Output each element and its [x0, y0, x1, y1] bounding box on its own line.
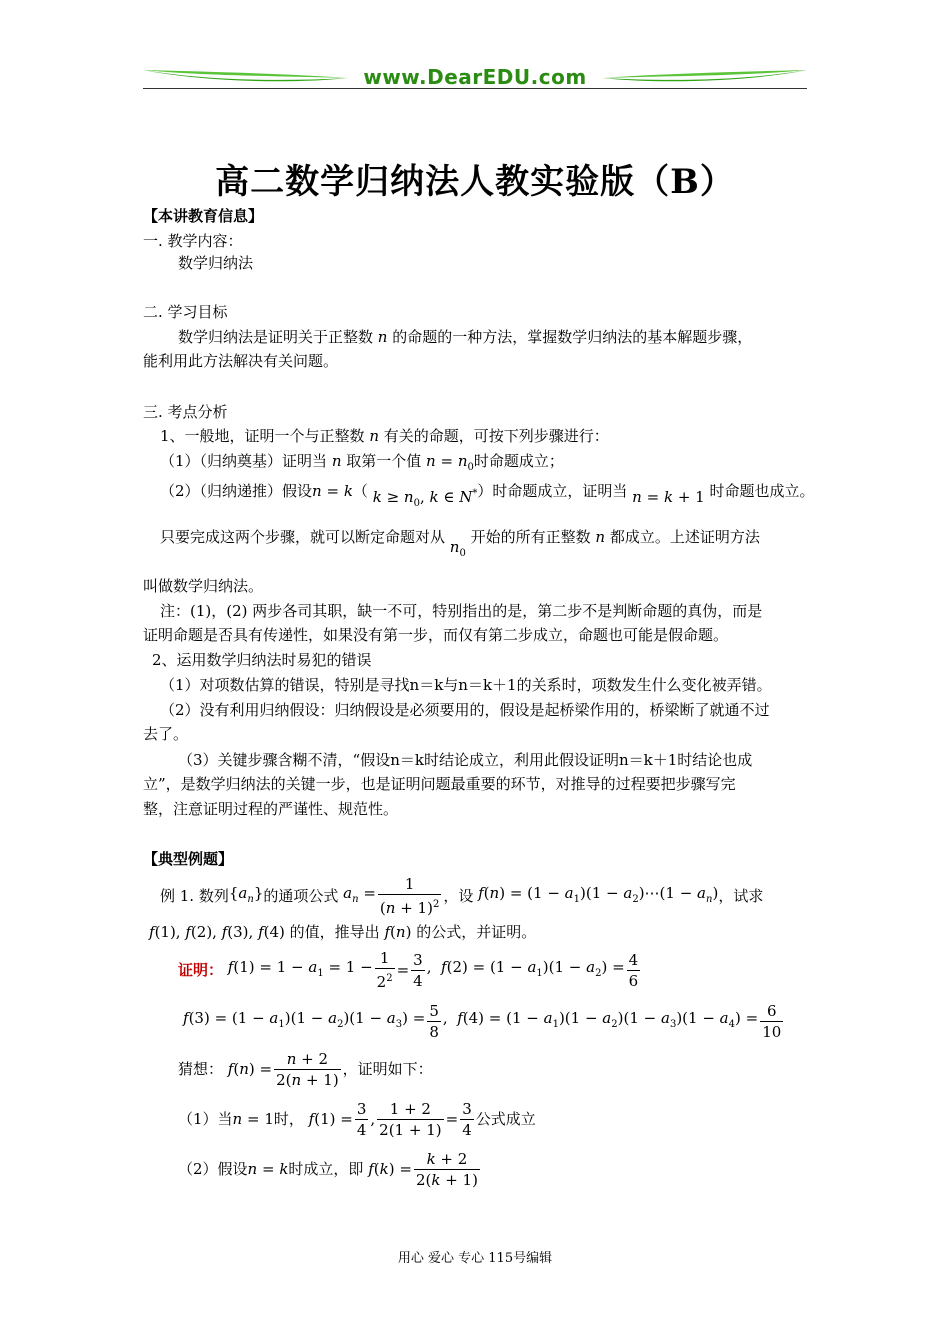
- header-divider: [143, 88, 807, 89]
- sec3-error3c: 整，注意证明过程的严谨性、规范性。: [143, 800, 399, 818]
- sec2-heading: 二. 学习目标: [143, 303, 228, 321]
- sec3-step2: （2）（归纳递推）假设n = k（ $k \ge n_0$, k ∈ N*）时命题成立，证明当 n = k + 1 时命题也成立。: [160, 482, 815, 509]
- sec1-heading: 一. 教学内容：: [143, 232, 243, 250]
- proof-line2: $f(3) = (1 - a_1)(1 - a_2)(1 - a_3)$ = $\frac{5}{8}$ , $f(4) = (1 - a_1)(1 - a_2)(1 - a_3)(1 - a_4)$ = $\frac{6}{10}$: [183, 1001, 782, 1041]
- sec3-error2b: 去了。: [143, 725, 189, 743]
- step2-line: （2）假设 n = k 时成立，即 f(k) = $\frac{k + 2}{2(k + 1)}$: [178, 1149, 478, 1189]
- example1-line2: f(1), f(2), f(3), f(4) 的值，推导出 f(n) 的公式，并证明。: [149, 923, 537, 941]
- proof-line1: 证明： $f(1) = 1 - a_1 = 1$ − $\frac{1}{2^2}$ = $\frac{3}{4}$ , $f(2) = (1 - a_1)(1 - a_2)$ = $\frac{4}{6}$: [178, 949, 639, 991]
- sec3-error3b: 立”，是数学归纳法的关键一步，也是证明问题最重要的环节，对推导的过程要把步骤写完: [143, 775, 736, 793]
- sec3-error1: （1）对项数估算的错误，特别是寻找n＝k与n＝k＋1的关系时，项数发生什么变化被弄错。: [160, 676, 772, 694]
- guess-line: 猜想： f(n) = $\frac{n + 2}{2(n + 1)}$ ，证明如下：: [178, 1049, 433, 1089]
- sec3-p2: 只要完成这两个步骤，就可以断定命题对从 $n_0$ 开始的所有正整数 n 都成立。上述证明方法: [160, 528, 760, 559]
- sec2-line2: 能利用此方法解决有关问题。: [143, 352, 339, 370]
- sec3-p3: 叫做数学归纳法。: [143, 577, 264, 595]
- info-heading: 【本讲教育信息】: [143, 207, 264, 225]
- sec3-error3a: （3）关键步骤含糊不清，“假设n＝k时结论成立，利用此假设证明n＝k＋1时结论也成: [178, 751, 753, 769]
- step1-line: （1）当 n = 1 时， f(1) = $\frac{3}{4}$ , $\frac{1 + 2}{2(1 + 1)}$ = $\frac{3}{4}$ 公式成立: [178, 1099, 536, 1139]
- sec3-error2a: （2）没有利用归纳假设：归纳假设是必须要用的，假设是起桥梁作用的，桥梁断了就通不过: [160, 701, 770, 719]
- page-footer: 用心 爱心 专心 115号编辑: [397, 1251, 553, 1266]
- examples-heading: 【典型例题】: [143, 850, 234, 868]
- sec2-line1: 数学归纳法是证明关于正整数 n 的命题的一种方法，掌握数学归纳法的基本解题步骤，: [178, 328, 753, 346]
- page-title: 高二数学归纳法人教实验版（B）: [215, 162, 735, 202]
- proof-label: 证明：: [178, 961, 224, 979]
- sec3-note1: 注：(1)，(2) 两步各司其职，缺一不可，特别指出的是，第二步不是判断命题的真伪，而是: [160, 602, 763, 620]
- sec3-p4: 2、运用数学归纳法时易犯的错误: [152, 651, 372, 669]
- sec3-p1: 1、一般地，证明一个与正整数 n 有关的命题，可按下列步骤进行：: [160, 427, 609, 445]
- example1-line1: 例 1. 数列 $\{a_n\}$ 的通项公式 $a_n$ = $\frac{1}{(n + 1)^2}$ ，设 $f(n) = (1 - a_1)(1$ − $a_2)\cdots(1 - a_n)$ ，试求: [160, 875, 764, 917]
- sec1-content: 数学归纳法: [178, 254, 254, 272]
- sec3-heading: 三. 考点分析: [143, 403, 228, 421]
- sec3-step1: （1）（归纳奠基）证明当 n 取第一个值 $n = n_0$时命题成立；: [160, 452, 564, 473]
- sec3-note2: 证明命题是否具有传递性，如果没有第一步，而仅有第二步成立，命题也可能是假命题。: [143, 626, 729, 644]
- site-url: www.DearEDU.com: [363, 65, 587, 89]
